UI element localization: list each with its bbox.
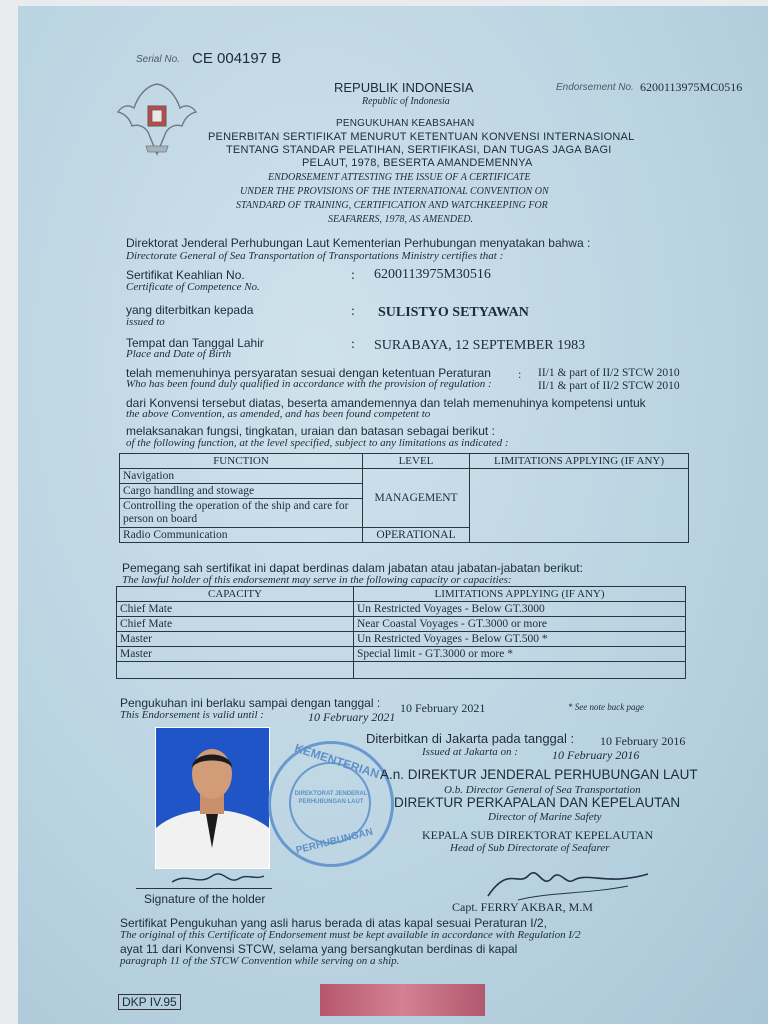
- validity-id: Pengukuhan ini berlaku sampai dengan tanggal :: [120, 696, 381, 710]
- issued-to-label: yang diterbitkan kepada: [126, 303, 254, 317]
- regulation-1: II/1 & part of II/2 STCW 2010: [538, 367, 680, 379]
- regulation-colon: :: [518, 367, 522, 381]
- issued-to-colon: :: [351, 304, 355, 319]
- title-line-4: PELAUT, 1978, BESERTA AMANDEMENNYA: [302, 157, 533, 169]
- birth-label: Tempat dan Tanggal Lahir: [126, 336, 264, 350]
- capacity-intro-id: Pemegang sah sertifikat ini dapat berdinas dalam jabatan atau jabatan-jabatan berikut:: [122, 561, 583, 575]
- function-cell: Navigation: [120, 469, 363, 484]
- capacity-empty-cell: [117, 662, 354, 679]
- capacity-intro-en: The lawful holder of this endorsement may serve in the following capacity or capacities:: [122, 574, 512, 586]
- country-title: REPUBLIK INDONESIA: [334, 80, 474, 95]
- serial-number: CE 004197 B: [192, 50, 282, 67]
- signatory-line-3-en: Head of Sub Directorate of Seafarer: [450, 842, 610, 854]
- qualified-id: telah memenuhinya persyaratan sesuai dengan ketentuan Peraturan: [126, 366, 491, 380]
- certificate-paper: [18, 6, 768, 1024]
- capacity-table: [116, 586, 686, 679]
- level-operational: OPERATIONAL: [363, 528, 470, 543]
- certificate-number-label: Sertifikat Keahlian No.: [126, 268, 245, 282]
- validity-en: This Endorsement is valid until :: [120, 709, 264, 721]
- function-intro-en: of the following function, at the level specified, subject to any limitations as indicated :: [126, 437, 509, 449]
- signatory-line-2-en: Director of Marine Safety: [488, 811, 602, 823]
- holder-photo: [155, 727, 270, 869]
- capacity-limit-cell: Special limit - GT.3000 or more *: [354, 647, 686, 662]
- footer-id-1: Sertifikat Pengukuhan yang asli harus berada di atas kapal sesuai Peraturan I/2,: [120, 916, 547, 930]
- title-en-3: STANDARD OF TRAINING, CERTIFICATION AND WATCHKEEPING FOR: [236, 200, 548, 211]
- person-photo-icon: [156, 728, 269, 868]
- certificate-number-value: 6200113975M30516: [374, 267, 491, 282]
- title-en-2: UNDER THE PROVISIONS OF THE INTERNATIONAL CONVENTION ON: [240, 186, 549, 197]
- validity-date-2: 10 February 2021: [308, 710, 396, 724]
- signatory-name: Capt. FERRY AKBAR, M.M: [452, 900, 593, 914]
- signatory-line-1: A.n. DIREKTUR JENDERAL PERHUBUNGAN LAUT: [380, 767, 698, 782]
- holder-signature-line: [136, 888, 272, 889]
- issued-to-label-en: issued to: [126, 316, 165, 328]
- signatory-line-1-en: O.b. Director General of Sea Transportation: [444, 784, 641, 796]
- stamp-top-text: KEMENTERIAN: [292, 740, 382, 782]
- holder-signature-label: Signature of the holder: [144, 892, 266, 906]
- garuda-emblem-icon: [116, 76, 198, 162]
- function-header: FUNCTION: [120, 454, 363, 469]
- regulation-2: II/1 & part of II/2 STCW 2010: [538, 380, 680, 392]
- capacity-limit-cell: Un Restricted Voyages - Below GT.3000: [354, 602, 686, 617]
- intro-id: Direktorat Jenderal Perhubungan Laut Kementerian Perhubungan menyatakan bahwa :: [126, 236, 591, 250]
- capacity-limit-cell: Un Restricted Voyages - Below GT.500 *: [354, 632, 686, 647]
- certificate-number-label-en: Certificate of Competence No.: [126, 281, 260, 293]
- level-header: LEVEL: [363, 454, 470, 469]
- holder-signature-icon: [168, 866, 268, 890]
- issued-date-1: 10 February 2016: [600, 734, 686, 748]
- intro-en: Directorate General of Sea Transportation of Transportations Ministry certifies that :: [126, 250, 504, 262]
- serial-label: Serial No.: [136, 54, 180, 65]
- capacity-empty-cell: [354, 662, 686, 679]
- limitations-header: LIMITATIONS APPLYING (IF ANY): [470, 454, 689, 469]
- footer-id-2: ayat 11 dari Konvensi STCW, selama yang bersangkutan berdinas di kapal: [120, 942, 518, 956]
- certificate-number-colon: :: [351, 268, 355, 283]
- level-management: MANAGEMENT: [363, 469, 470, 528]
- capacity-cell: Master: [117, 647, 354, 662]
- convention-id: dari Konvensi tersebut diatas, beserta amandemennya dan telah memenuhinya kompetensi untuk: [126, 396, 646, 410]
- capacity-limitations-header: LIMITATIONS APPLYING (IF ANY): [354, 587, 686, 602]
- limitations-cell: [470, 469, 689, 543]
- title-line-2: PENERBITAN SERTIFIKAT MENURUT KETENTUAN KONVENSI INTERNASIONAL: [208, 131, 635, 143]
- signatory-line-2: DIREKTUR PERKAPALAN DAN KEPELAUTAN: [394, 795, 681, 810]
- endorsement-label: Endorsement No.: [556, 82, 634, 93]
- footer-en-1: The original of this Certificate of Endorsement must be kept available in accordance with Regulation I/2: [120, 929, 581, 941]
- function-table: [119, 453, 689, 543]
- capacity-cell: Chief Mate: [117, 617, 354, 632]
- endorsement-number: 6200113975MC0516: [640, 80, 743, 94]
- function-cell: Radio Communication: [120, 528, 363, 543]
- function-intro-id: melaksanakan fungsi, tingkatan, uraian dan batasan sebagai berikut :: [126, 424, 495, 438]
- issued-at-en: Issued at Jakarta on :: [422, 746, 518, 758]
- birth-value: SURABAYA, 12 SEPTEMBER 1983: [374, 338, 586, 353]
- birth-colon: :: [351, 337, 355, 352]
- capacity-header: CAPACITY: [117, 587, 354, 602]
- validity-date-1: 10 February 2021: [400, 701, 486, 715]
- title-en-1: ENDORSEMENT ATTESTING THE ISSUE OF A CERTIFICATE: [268, 172, 531, 183]
- issued-date-2: 10 February 2016: [552, 748, 640, 762]
- function-cell: Cargo handling and stowage: [120, 484, 363, 499]
- birth-label-en: Place and Date of Birth: [126, 348, 232, 360]
- security-hologram: [320, 984, 485, 1016]
- qualified-en: Who has been found duly qualified in accordance with the provision of regulation :: [126, 378, 492, 390]
- convention-en: the above Convention, as amended, and has been found competent to: [126, 408, 431, 420]
- stamp-inner-text: DIREKTORAT JENDERAL PERHUBUNGAN LAUT: [294, 791, 368, 805]
- country-subtitle: Republic of Indonesia: [362, 96, 450, 107]
- capacity-limit-cell: Near Coastal Voyages - GT.3000 or more: [354, 617, 686, 632]
- title-line-3: TENTANG STANDAR PELATIHAN, SERTIFIKASI, DAN TUGAS JAGA BAGI: [226, 144, 612, 156]
- holder-name: SULISTYO SETYAWAN: [378, 305, 529, 320]
- footer-en-2: paragraph 11 of the STCW Convention while serving on a ship.: [120, 955, 400, 967]
- form-code: DKP IV.95: [118, 994, 181, 1010]
- issued-at-id: Diterbitkan di Jakarta pada tanggal :: [366, 731, 575, 746]
- capacity-cell: Master: [117, 632, 354, 647]
- official-signature-icon: [478, 856, 658, 904]
- title-line-1: PENGUKUHAN KEABSAHAN: [336, 118, 475, 129]
- official-stamp: [268, 741, 394, 867]
- function-cell: Controlling the operation of the ship and care for person on board: [120, 499, 363, 528]
- stamp-bottom-text: PERHUBUNGAN: [294, 826, 375, 857]
- capacity-cell: Chief Mate: [117, 602, 354, 617]
- title-en-4: SEAFARERS, 1978, AS AMENDED.: [328, 214, 473, 225]
- validity-note: * See note back page: [568, 702, 644, 712]
- signatory-line-3: KEPALA SUB DIREKTORAT KEPELAUTAN: [422, 828, 654, 842]
